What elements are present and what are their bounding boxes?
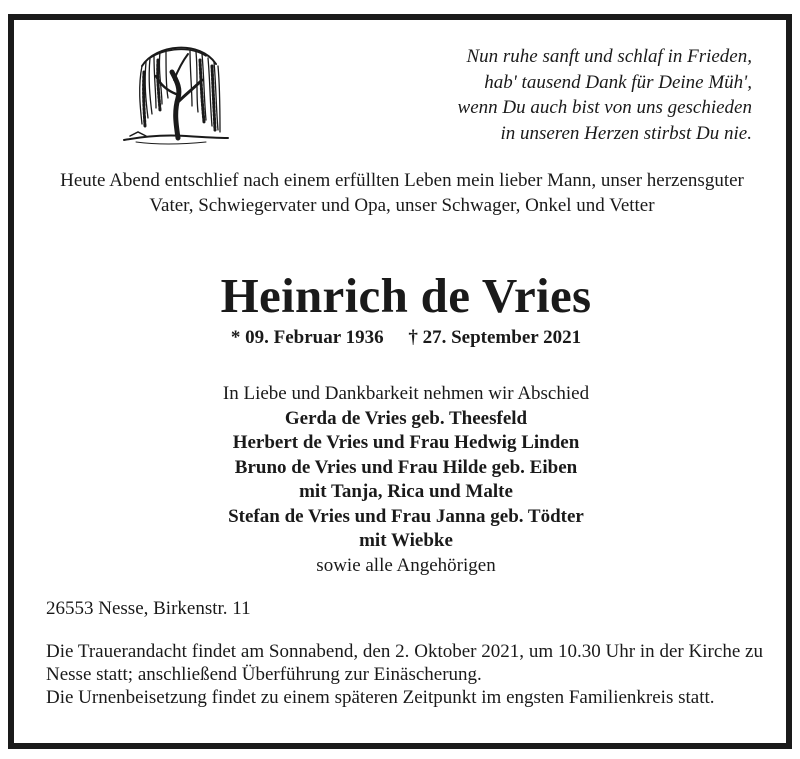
obituary-frame [8,14,792,749]
poem-verse [332,44,752,146]
mourners-closing: sowie alle Angehörigen [316,554,496,576]
poem-line: in unseren Herzen stirbst Du nie. [500,122,752,144]
mourner-name: Gerda de Vries geb. Theesfeld [284,407,528,429]
mourner-name: mit Wiebke [359,530,453,551]
willow-tree-icon [116,36,234,154]
service-paragraph: Die Trauerandacht findet am Sonnabend, den 2. Oktober 2021, um 10.30 Uhr in der Kirche zu Nesse statt; anschließend Überführung zur Einäscherung. [46,641,763,685]
poem-line: Nun ruhe sanft und schlaf in Frieden, [466,46,752,67]
service-paragraph: Die Urnenbeisetzung findet zu einem späteren Zeitpunkt im engsten Familienkreis statt. [46,687,715,708]
mourners-lead: In Liebe und Dankbarkeit nehmen wir Abschied [222,383,590,404]
poem-line: wenn Du auch bist von uns geschieden [457,97,752,118]
poem-line: hab' tausend Dank für Deine Müh', [484,71,752,93]
birth-date: * 09. Februar 1936 [230,327,384,348]
address: 26553 Nesse, Birkenstr. 11 [46,598,251,619]
intro-text: Heute Abend entschlief nach einem erfüllten Leben mein lieber Mann, unser herzensguter Vater, Schwiegervater und Opa, unser Schwager, Onkel und Vetter [60,170,744,216]
deceased-name: Heinrich de Vries [220,268,592,323]
life-dates [14,326,798,350]
death-date: † 27. September 2021 [408,327,582,348]
mourners-block [14,382,798,578]
mourner-name: Herbert de Vries und Frau Hedwig Linden [232,432,580,453]
mourner-name: Bruno de Vries und Frau Hilde geb. Eiben [234,456,578,478]
service-info [46,640,763,709]
mourner-name: Stefan de Vries und Frau Janna geb. Tödter [228,505,584,527]
mourner-name: mit Tanja, Rica und Malte [299,481,513,502]
